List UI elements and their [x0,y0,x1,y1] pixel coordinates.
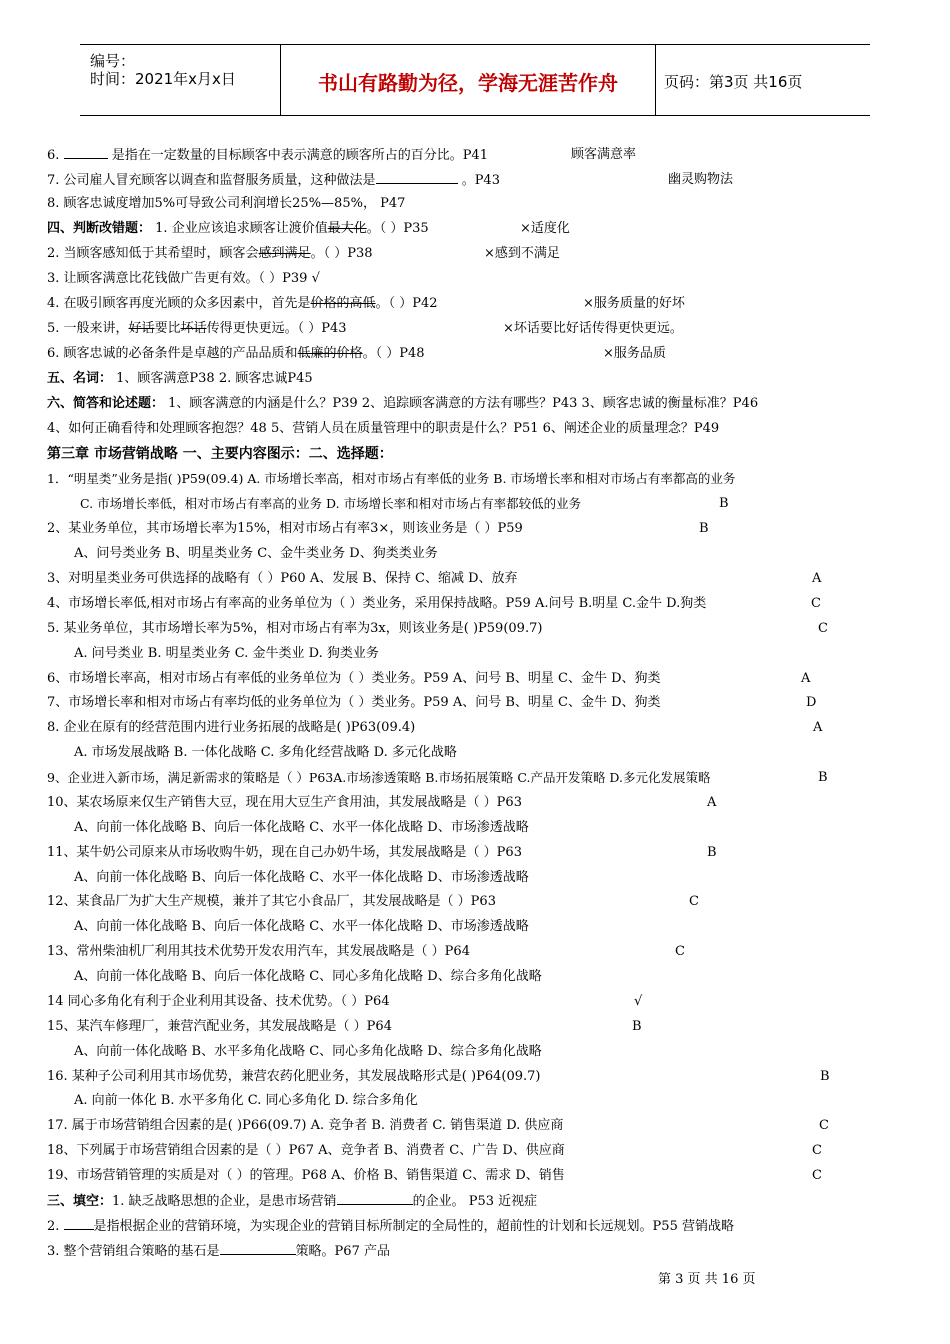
answer: B [632,1019,642,1034]
choice-options: A、向前一体化战略 B、向后一体化战略 C、水平一体化战略 D、市场渗透战略 [74,870,529,885]
question-number: 6. [47,148,60,163]
question-text: 。（ ）P42 [375,296,438,311]
fill-question-8: 8. 顾客忠诚度增加5%可导致公司利润增长25%—85%， P47 [47,196,406,211]
answer: C [819,1118,829,1133]
chapter-heading: 第三章 市场营销战略 [47,446,178,462]
fill-question-6 [47,146,488,165]
question-text: 是指在一定数量的目标顾客中表示满意的顾客所占的百分比。P41 [111,148,488,163]
answer: C [689,894,699,909]
question-text: 4. 在吸引顾客再度光顾的众多因素中，首先是 [47,296,311,311]
answer-blank [64,146,108,159]
question-text: 要比 [154,321,181,336]
answer: A [812,571,822,586]
page-counter: 页码：第3页 共16页 [664,73,803,91]
question-text: 传得更快更远。（ ）P43 [206,321,347,336]
choice-question-19: 19、市场营销管理的实质是对（ ）的管理。P68 A、价格 B、销售渠道 C、需求 D、销售 [47,1168,565,1183]
header-info-cell [80,45,281,115]
section-title: 三、填空： [47,1194,113,1209]
answer: C [675,944,685,959]
question-number: 2. [47,1219,60,1234]
struck-text: 感到满足 [258,246,311,261]
question-text: 。P43 [461,173,500,188]
choice-options: A、向前一体化战略 B、向后一体化战略 C、水平一体化战略 D、市场渗透战略 [74,820,529,835]
judge-question-1 [47,220,429,238]
fill-question-7 [47,171,500,190]
code-label: 编号： [90,52,136,70]
choice-question-17: 17. 属于市场营销组合因素的是( )P66(09.7) A. 竞争者 B. 消费者 C. 销售渠道 D. 供应商 [47,1118,564,1133]
choice-options: A、问号类业务 B、明星类业务 C、金牛类业务 D、狗类类业务 [74,546,438,561]
answer: D [806,695,817,710]
answer: ×适度化 [520,221,570,236]
question-text: 的企业。 P53 近视症 [412,1194,538,1209]
choice-question-15: 15、某汽车修理厂，兼营汽配业务，其发展战略是（ ）P64 [47,1019,392,1034]
section-five [47,370,313,388]
section-body: 1、顾客满意P38 2. 顾客忠诚P45 [112,371,313,386]
choice-question-8: 8. 企业在原有的经营范围内进行业务拓展的战略是( )P63(09.4) [47,720,416,735]
section-six [47,395,758,413]
choice-question-16: 16. 某种子公司利用其市场优势，兼营农药化肥业务，其发展战略形式是( )P64(09.7) [47,1069,541,1084]
question-text: 策略。P67 产品 [295,1244,390,1259]
question-text: 。（ ）P38 [310,246,373,261]
section-title: 五、名词： [47,371,113,386]
judge-question-4 [47,295,437,313]
struck-text: 价格的高低 [310,296,376,311]
answer: C [812,1168,822,1183]
choice-question-2: 2、某业务单位，其市场增长率为15%，相对市场占有率3×，则该业务是（ ）P59 [47,521,523,536]
answer: C [812,1143,822,1158]
question-text: 1. 企业应该追求顾客让渡价值 [155,221,328,236]
choice-question-3: 3、对明星类业务可供选择的战略有（ ）P60 A、发展 B、保持 C、缩减 D、放弃 [47,571,518,586]
question-text: 1. 缺乏战略思想的企业，是患市场营销 [112,1194,337,1209]
choice-options: A. 向前一体化 B. 水平多角化 C. 同心多角化 D. 综合多角化 [74,1093,418,1108]
choice-options: A. 市场发展战略 B. 一体化战略 C. 多角化经营战略 D. 多元化战略 [74,745,457,760]
question-text: 。（ ）P48 [362,346,425,361]
question-text: 。（ ）P35 [366,221,429,236]
answer: B [707,845,717,860]
question-text: 6. 顾客忠诚的必备条件是卓越的产品品质和 [47,346,298,361]
choice-question-6: 6、市场增长率高，相对市场占有率低的业务单位为（ ）类业务。P59 A、问号 B、明星 C、金牛 D、狗类 [47,671,661,686]
judge-question-2 [47,245,372,263]
choice-question-13: 13、常州柴油机厂利用其技术优势开发农用汽车，其发展战略是（ ）P64 [47,944,470,959]
choice-question-10: 10、某农场原来仅生产销售大豆，现在用大豆生产食用油，其发展战略是（ ）P63 [47,795,522,810]
answer: B [818,770,828,785]
struck-text: 最大化 [327,221,367,236]
struck-text: 低廉的价格 [297,346,363,361]
answer: A [707,795,717,810]
struck-text: 坏话 [180,321,207,336]
choice-options: A、向前一体化战略 B、向后一体化战略 C、同心多角化战略 D、综合多角化战略 [74,969,542,984]
choice-options: A、向前一体化战略 B、向后一体化战略 C、水平一体化战略 D、市场渗透战略 [74,919,529,934]
choice-options: C. 市场增长率低，相对市场占有率高的业务 D. 市场增长率和相对市场占有率都较低的业务 [80,496,582,511]
question-text: 3. 整个营销组合策略的基石是 [47,1244,220,1259]
document-header [80,44,870,116]
section-title: 六、简答和论述题： [47,396,165,411]
answer: C [811,596,821,611]
choice-question-4: 4、市场增长率低,相对市场占有率高的业务单位为（ ）类业务，采用保持战略。P59 A.问号 B.明星 C.金牛 D.狗类 [47,596,707,611]
answer: ×服务质量的好坏 [583,296,685,311]
answer: ×坏话要比好话传得更快更远。 [503,321,683,336]
answer: C [818,621,828,636]
chapter-title [47,445,393,463]
answer: √ [634,994,643,1009]
header-page-cell [656,45,870,115]
choice-question-5: 5. 某业务单位，其市场增长率为5%，相对市场占有率为3x，则该业务是( )P59(09.7) [47,621,543,636]
question-text: 7. 公司雇人冒充顾客以调查和监督服务质量，这种做法是 [47,173,376,188]
answer: ×服务品质 [603,346,666,361]
answer-blank [337,1192,413,1205]
judge-question-5 [47,320,347,338]
answer: B [719,496,729,511]
choice-question-1: 1．“明星类”业务是指( )P59(09.4) A. 市场增长率高，相对市场占有率低的业务 B. 市场增长率和相对市场占有率都高的业务 [47,471,736,486]
question-text: 是指根据企业的营销环境，为实现企业的营销目标所制定的全局性的，超前性的计划和长远规划。P55 营销战略 [93,1219,734,1234]
section-title: 四、判断改错题： [47,221,152,236]
question-text: 5. 一般来讲， [47,321,129,336]
chapter-subheading: 一、主要内容图示：二、选择题： [177,446,393,462]
page-footer: 第 3 页 共 16 页 [658,1272,756,1287]
answer: B [820,1069,830,1084]
struck-text: 好话 [128,321,155,336]
choice-question-11: 11、某牛奶公司原来从市场收购牛奶，现在自己办奶牛场，其发展战略是（ ）P63 [47,845,522,860]
answer: 顾客满意率 [571,147,637,162]
choice-options: A、向前一体化战略 B、水平多角化战略 C、同心多角化战略 D、综合多角化战略 [74,1044,542,1059]
answer: ×感到不满足 [484,246,560,261]
answer-blank [64,1217,94,1230]
time-label: 时间：2021年x月x日 [90,70,236,88]
fill-in-question-2 [47,1217,734,1236]
choice-question-12: 12、某食品厂为扩大生产规模，兼并了其它小食品厂，其发展战略是（ ）P63 [47,894,496,909]
answer-blank [220,1242,296,1255]
answer: A [801,671,811,686]
fill-in-question-1 [47,1192,537,1211]
choice-question-18: 18、下列属于市场营销组合因素的是（ ）P67 A、竞争者 B、消费者 C、广告 D、供应商 [47,1143,565,1158]
question-text: 2. 当顾客感知低于其希望时，顾客会 [47,246,259,261]
judge-question-6 [47,345,424,363]
answer: B [699,521,709,536]
choice-options: A. 问号类业 B. 明星类业务 C. 金牛类业 D. 狗类业务 [74,646,379,661]
judge-question-3: 3. 让顾客满意比花钱做广告更有效。（ ）P39 √ [47,271,320,286]
header-motto-cell [281,45,656,115]
motto: 书山有路勤为径，学海无涯苦作舟 [318,71,618,95]
choice-question-14: 14 同心多角化有利于企业利用其设备、技术优势。（ ）P64 [47,994,390,1009]
fill-in-question-3 [47,1242,390,1261]
answer: 幽灵购物法 [668,172,734,187]
choice-question-7: 7、市场增长率和相对市场占有率均低的业务单位为（ ）类业务。P59 A、问号 B、明星 C、金牛 D、狗类 [47,695,661,710]
answer-blank [376,171,458,184]
answer: A [813,720,823,735]
section-body: 1、顾客满意的内涵是什么？P39 2、追踪顾客满意的方法有哪些？P43 3、顾客忠诚的衡量标准？P46 [164,396,759,411]
section-six-line2: 4、如何正确看待和处理顾客抱怨？48 5、营销人员在质量管理中的职责是什么？P51 6、阐述企业的质量理念？P49 [47,421,720,436]
choice-question-9: 9、企业进入新市场，满足新需求的策略是（ ）P63A.市场渗透策略 B.市场拓展策略 C.产品开发策略 D.多元化发展策略 [47,770,711,785]
